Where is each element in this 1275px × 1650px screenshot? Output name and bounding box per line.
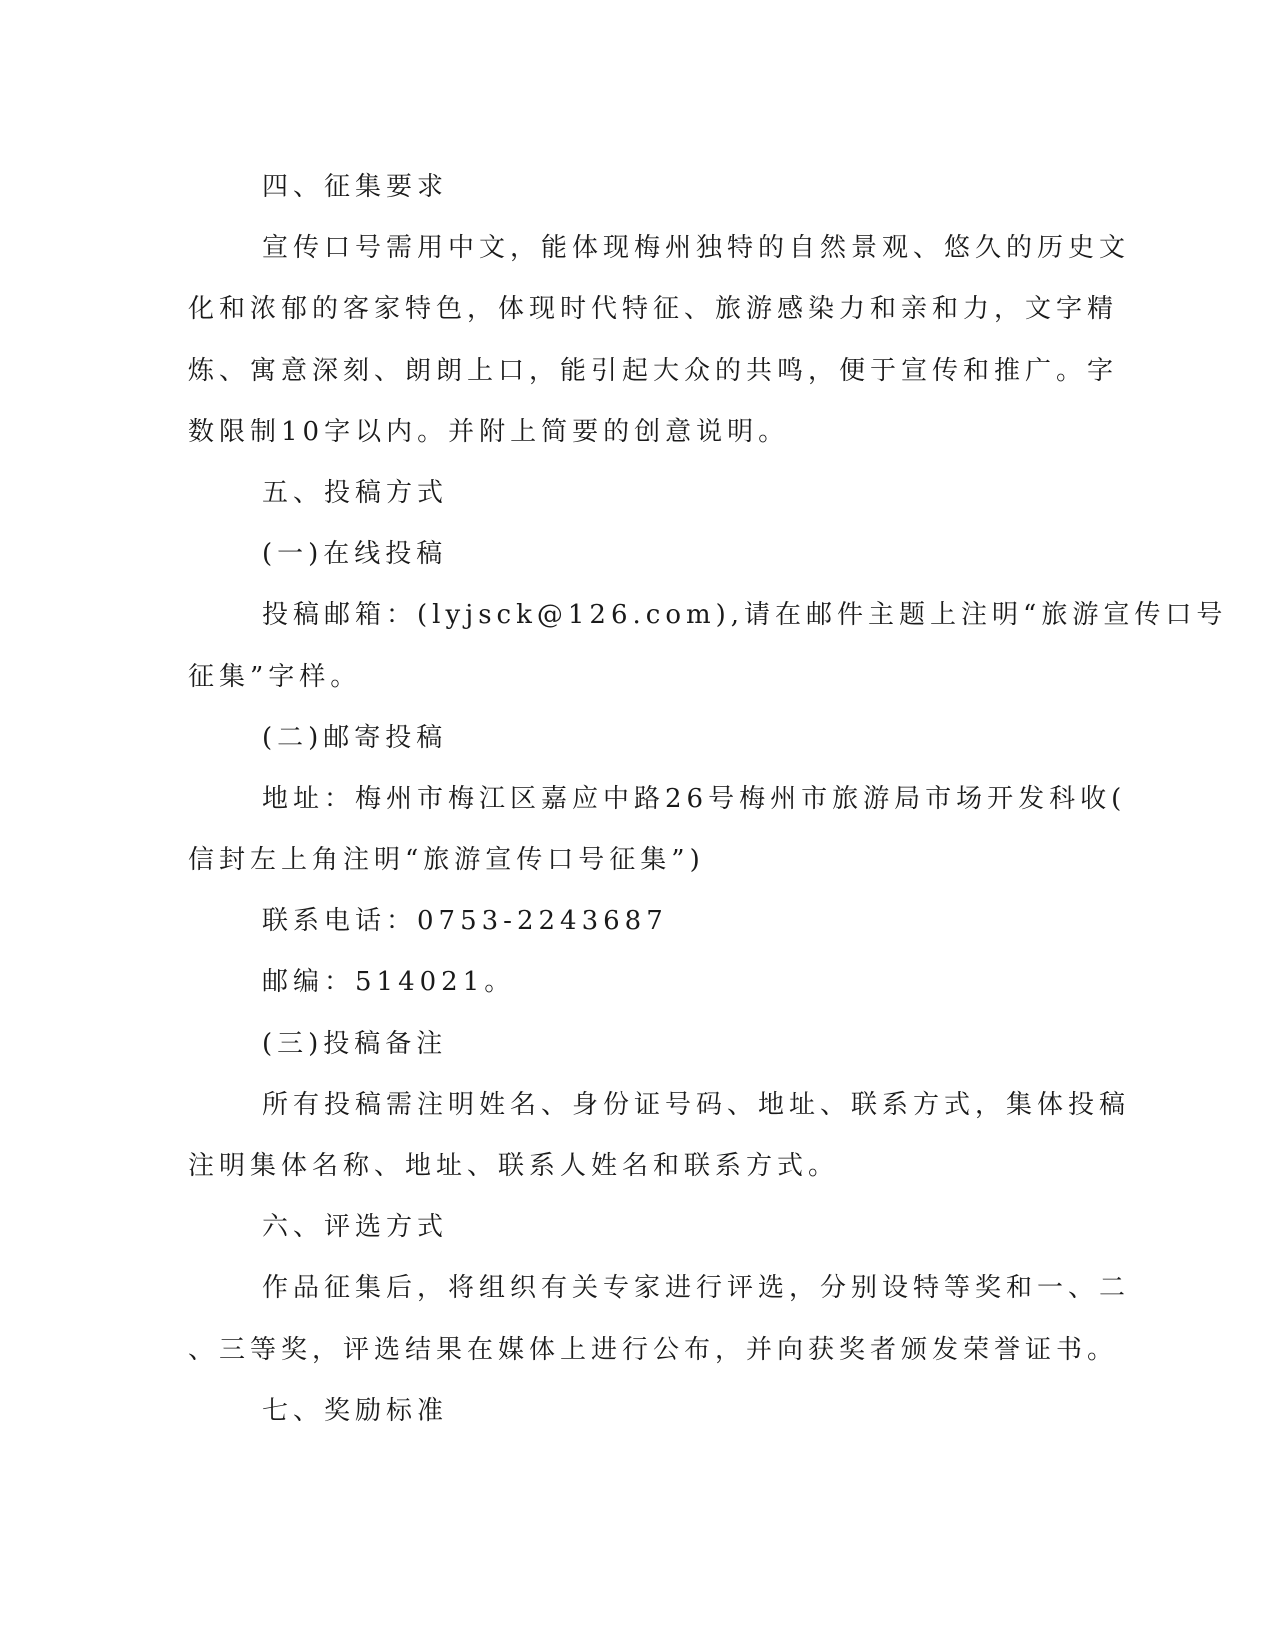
postcode-line: 邮编：514021。 — [262, 967, 516, 998]
section-heading-judging: 六、评选方式 — [262, 1212, 449, 1243]
paragraph-line: 化和浓郁的客家特色，体现时代特征、旅游感染力和亲和力，文字精 — [188, 294, 1119, 325]
paragraph-line: 宣传口号需用中文，能体现梅州独特的自然景观、悠久的历史文 — [262, 233, 1131, 264]
document-body — [188, 157, 1228, 1442]
paragraph-line: 征集”字样。 — [188, 661, 362, 692]
paragraph-line: 信封左上角注明“旅游宣传口号征集”) — [188, 845, 705, 876]
section-heading-submission: 五、投稿方式 — [262, 477, 449, 508]
paragraph-line: 注明集体名称、地址、联系人姓名和联系方式。 — [188, 1151, 840, 1181]
paragraph-line: 炼、寓意深刻、朗朗上口，能引起大众的共鸣，便于宣传和推广。字 — [188, 355, 1119, 386]
subheading-online: (一)在线投稿 — [262, 539, 448, 570]
email-line: 投稿邮箱：(lyjsck@126.com),请在邮件主题上注明“旅游宣传口号 — [262, 600, 1228, 631]
address-line: 地址：梅州市梅江区嘉应中路26号梅州市旅游局市场开发科收( — [262, 783, 1127, 814]
paragraph-line: 数限制10字以内。并附上简要的创意说明。 — [188, 416, 790, 447]
phone-line: 联系电话：0753-2243687 — [262, 906, 668, 937]
section-heading-requirements: 四、征集要求 — [262, 172, 449, 202]
section-heading-awards: 七、奖励标准 — [262, 1395, 449, 1426]
paragraph-line: 作品征集后，将组织有关专家进行评选，分别设特等奖和一、二 — [262, 1273, 1131, 1304]
subheading-notes: (三)投稿备注 — [262, 1028, 448, 1059]
paragraph-line: 所有投稿需注明姓名、身份证号码、地址、联系方式，集体投稿 — [262, 1089, 1131, 1120]
paragraph-line: 、三等奖，评选结果在媒体上进行公布，并向获奖者颁发荣誉证书。 — [188, 1334, 1119, 1365]
subheading-mail: (二)邮寄投稿 — [262, 722, 448, 753]
